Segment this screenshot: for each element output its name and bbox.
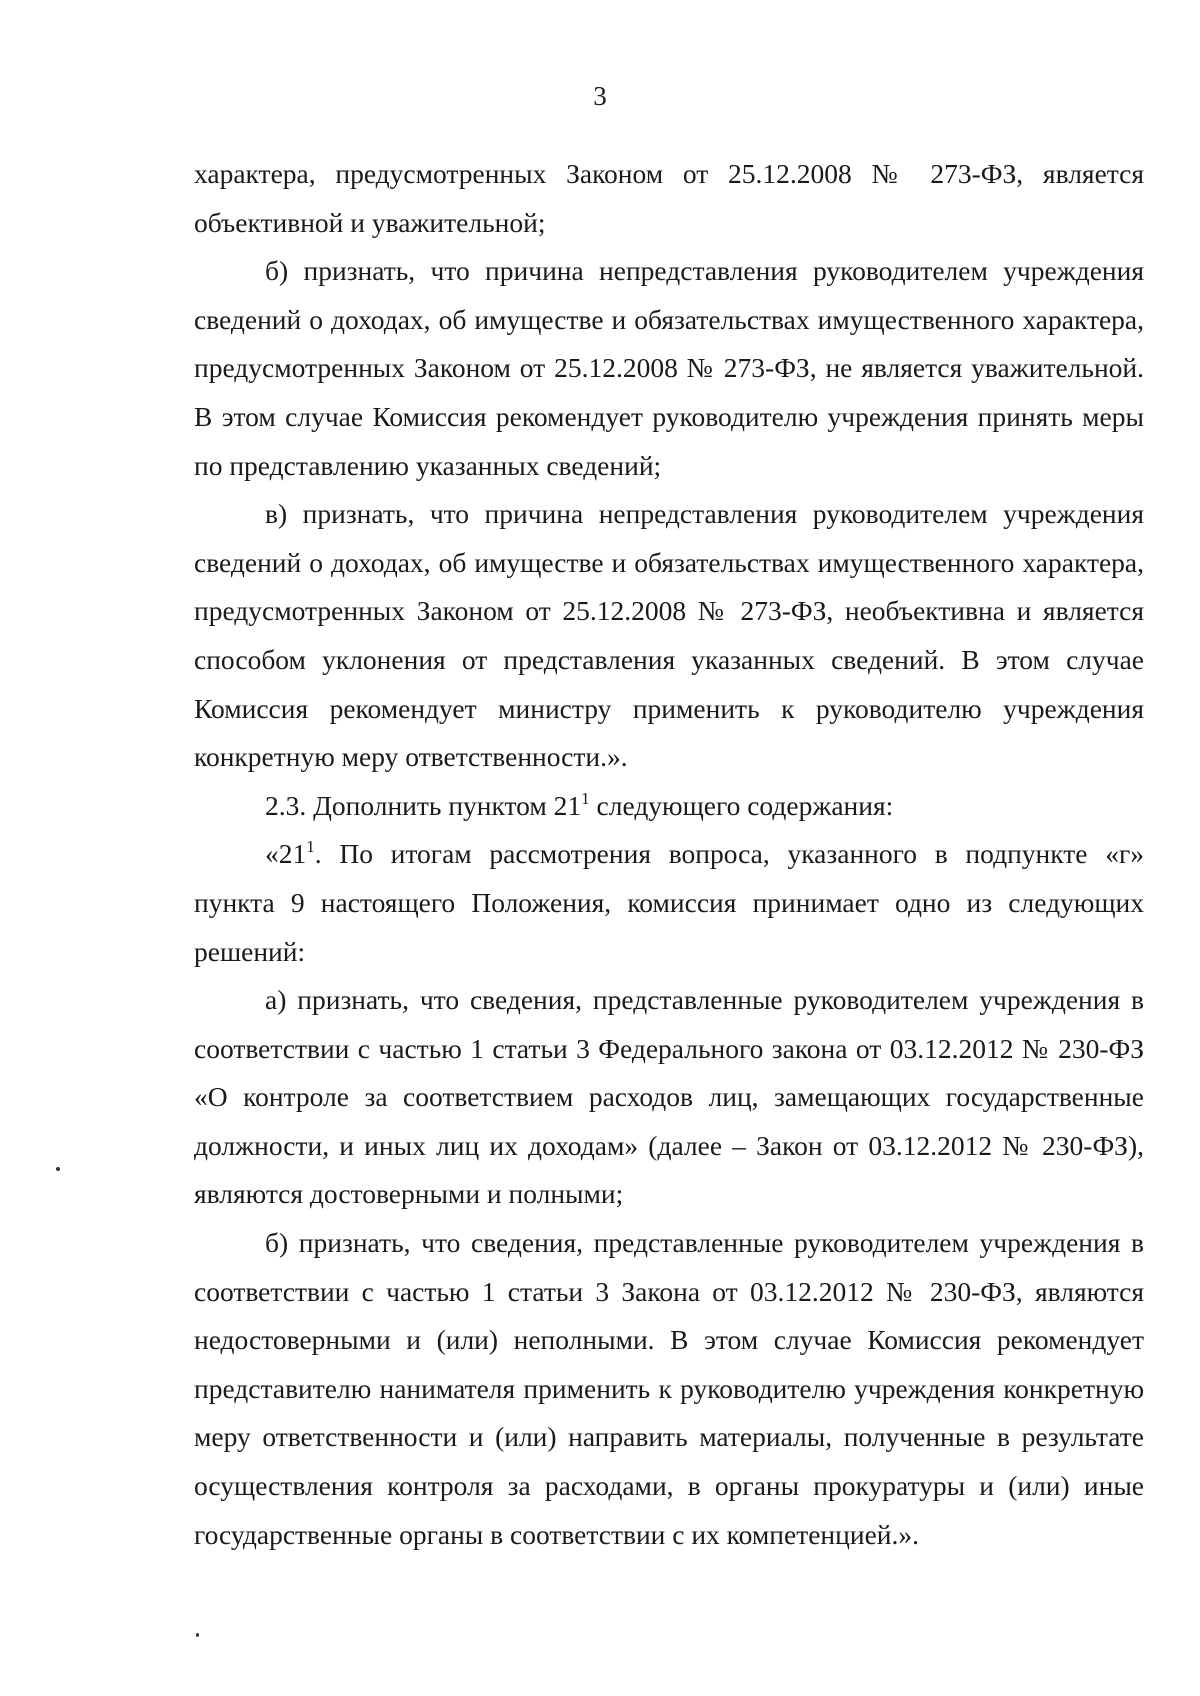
section-2-3-text-start: 2.3. Дополнить пунктом 21 — [265, 789, 582, 821]
superscript-mark: 1 — [306, 837, 315, 857]
paragraph-item-b-second: б) признать, что сведения, представленные руководителем учреждения в соответствии с частью 1 статьи 3 Закона от 03.12.2012 № 230-ФЗ, являются недостоверными и (или) неполными. В этом случае Комиссия рекомендует представителю нанимателя применить к руководителю учреждения конкретную меру ответственности и (или) направить материалы, полученные в результате осуществления контроля за расходами, в органы прокуратуры и (или) иные государственные органы в соответствии с их компетенцией.». — [194, 1227, 1144, 1550]
section-2-3-text-end: следующего содержания: — [589, 789, 894, 821]
page-number: 3 — [593, 81, 607, 111]
paragraph-point-21-1 — [194, 830, 1144, 976]
scan-speck — [56, 1167, 60, 1171]
superscript-mark: 1 — [581, 788, 590, 808]
point-21-1-text-end: . По итогам рассмотрения вопроса, указанного в подпункте «г» пункта 9 настоящего Положения, комиссия принимает одно из следующих решений: — [194, 838, 1144, 967]
paragraph-item-v: в) признать, что причина непредставления руководителем учреждения сведений о доходах, об имуществе и обязательствах имущественного характера, предусмотренных Законом от 25.12.2008 № 273-ФЗ, необъективна и является способом уклонения от представления указанных сведений. В этом случае Комиссия рекомендует министру применить к руководителю учреждения конкретную меру ответственности.». — [194, 498, 1144, 773]
scan-speck — [196, 1633, 199, 1637]
document-body — [194, 150, 1144, 1559]
paragraph-continuation: характера, предусмотренных Законом от 25.12.2008 № 273-ФЗ, является объективной и уважительной; — [194, 158, 1144, 238]
point-21-1-text-start: «21 — [265, 838, 307, 870]
paragraph-item-a: а) признать, что сведения, представленные руководителем учреждения в соответствии с частью 1 статьи 3 Федерального закона от 03.12.2012 № 230-ФЗ «О контроле за соответствием расходов лиц, замещающих государственные должности, и иных лиц их доходам» (далее – Закон от 03.12.2012 № 230-ФЗ), являются достоверными и полными; — [194, 984, 1144, 1210]
paragraph-section-2-3 — [194, 782, 1144, 831]
paragraph-item-b: б) признать, что причина непредставления руководителем учреждения сведений о доходах, об имуществе и обязательствах имущественного характера, предусмотренных Законом от 25.12.2008 № 273-ФЗ, не является уважительной. В этом случае Комиссия рекомендует руководителю учреждения принять меры по представлению указанных сведений; — [194, 255, 1144, 481]
